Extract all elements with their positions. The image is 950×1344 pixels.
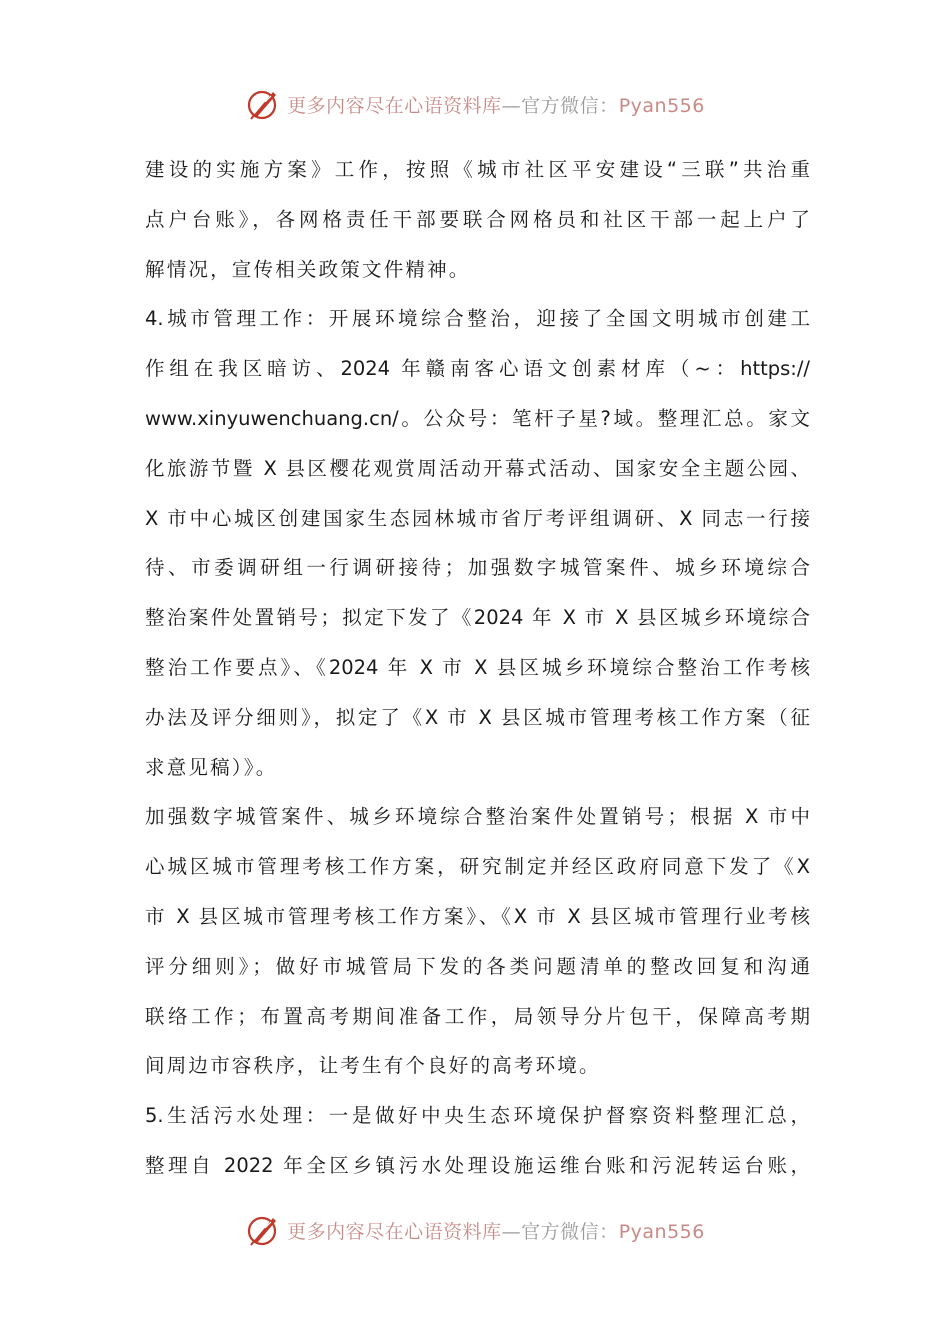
watermark-label: 官方微信： [521,1220,619,1243]
body-line: 整治工作要点》、《2024 年 X 市 X 县区城乡环境综合整治工作考核 [145,655,810,679]
header-watermark-banner [0,84,950,124]
body-line: 整理自 2022 年全区乡镇污水处理设施运维台账和污泥转运台账， [145,1153,810,1177]
watermark-label: 官方微信： [521,94,619,117]
body-line: 求意见稿）》。 [145,755,278,779]
body-line: 4.城市管理工作：开展环境综合整治，迎接了全国文明城市创建工 [145,307,810,331]
watermark-handle: Pyan556 [618,94,705,117]
body-line: 作组在我区暗访、2024 年赣南客心语文创素材库（~：https:// [145,357,810,381]
body-line: 解情况，宣传相关政策文件精神。 [145,257,471,281]
watermark-text [287,1217,705,1244]
body-line: 评分细则》；做好市城管局下发的各类问题清单的整改回复和沟通 [145,954,810,978]
quill-logo-icon [245,1212,281,1248]
watermark-handle: Pyan556 [618,1220,705,1243]
body-line: 心城区城市管理考核工作方案，研究制定并经区政府同意下发了《X [145,855,810,879]
document-body [145,145,810,1191]
body-line: www.xinyuwenchuang.cn/。公众号：笔杆子星?域。整理汇总。家文 [145,406,810,430]
watermark-dash: — [501,1220,522,1243]
watermark-main: 更多内容尽在心语资料库 [287,1220,502,1243]
body-line: 建设的实施方案》工作，按照《城市社区平安建设“三联”共治重 [145,158,810,181]
body-line: 办法及评分细则》，拟定了《X 市 X 县区城市管理考核工作方案（征 [145,705,810,729]
footer-watermark-banner [0,1210,950,1250]
body-line: 点户台账》，各网格责任干部要联合网格员和社区干部一起上户了 [145,207,810,231]
body-line: 联络工作；布置高考期间准备工作，局领导分片包干，保障高考期 [145,1004,810,1028]
watermark-dash: — [501,94,522,117]
body-line: 化旅游节暨 X 县区樱花观赏周活动开幕式活动、国家安全主题公园、 [145,456,810,480]
body-line: 待、市委调研组一行调研接待；加强数字城管案件、城乡环境综合 [145,556,810,580]
body-line: X 市中心城区创建国家生态园林城市省厅考评组调研、X 同志一行接 [145,506,810,530]
body-line: 整治案件处置销号；拟定下发了《2024 年 X 市 X 县区城乡环境综合 [145,606,810,630]
watermark-main: 更多内容尽在心语资料库 [287,94,502,117]
watermark-text [287,91,705,118]
body-line: 间周边市容秩序，让考生有个良好的高考环境。 [145,1054,601,1078]
body-line: 5.生活污水处理：一是做好中央生态环境保护督察资料整理汇总， [145,1104,810,1128]
body-line: 加强数字城管案件、城乡环境综合整治案件处置销号；根据 X 市中 [145,805,810,829]
body-line: 市 X 县区城市管理考核工作方案》、《X 市 X 县区城市管理行业考核 [145,904,810,928]
quill-logo-icon [245,86,281,122]
